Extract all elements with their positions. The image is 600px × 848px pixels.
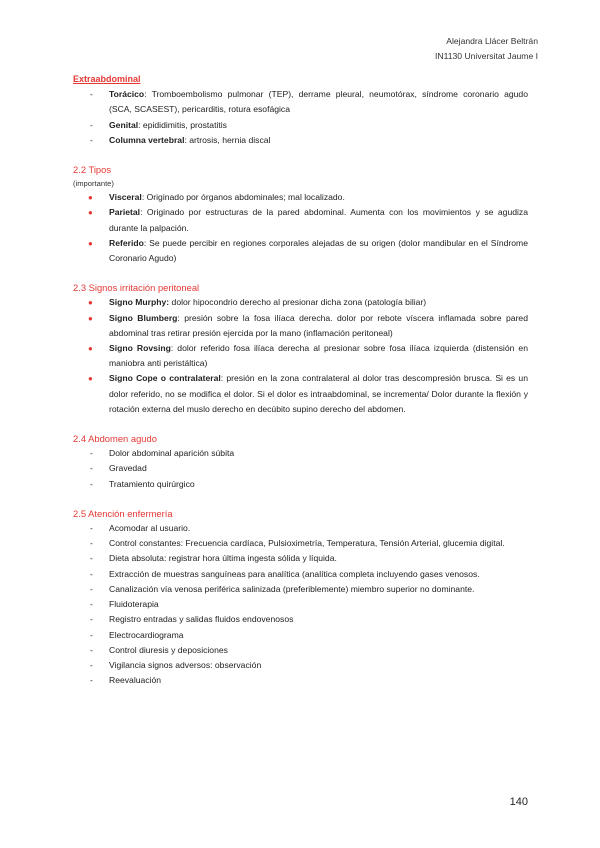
document-body (73, 72, 528, 688)
list-item: ● Signo Rovsing: dolor referido fosa ilíaca derecha al presionar sobre fosa ilíaca izquierda (distensión en maniobra anti peristáltica) (88, 343, 528, 369)
bullet-icon: ● (88, 238, 93, 248)
list-item: - Canalización vía venosa periférica salinizada (preferiblemente) miembro superior no dominante. (90, 583, 475, 594)
section-title-tipos: 2.2 Tipos (73, 164, 112, 176)
section-title-abdomen-agudo: 2.4 Abdomen agudo (73, 433, 157, 445)
list-item: ● Visceral: Originado por órganos abdominales; mal localizado. (73, 190, 528, 205)
bullet-icon: ● (88, 344, 93, 354)
list-item: ● Signo Blumberg: presión sobre la fosa ilíaca derecha. dolor por rebote víscera inflamada sobre pared abdominal tras retirar presión ejercida por la mano (inflamación peritoneal) (88, 312, 528, 338)
bullet-icon: ● (88, 374, 93, 384)
course-name: IN1130 Universitat Jaume I (434, 51, 538, 61)
list-item: ● Referido: Se puede percibir en regiones corporales alejadas de su origen (dolor mandibular en el Síndrome Coronario Agudo) (88, 237, 528, 264)
section-title-signos: 2.3 Signos irritación peritoneal (73, 282, 200, 294)
list-item: - Control diuresis y deposiciones (90, 644, 228, 655)
list-item: - Genital: epididimitis, prostatitis (90, 119, 227, 130)
tipos-list (73, 190, 528, 266)
page-number: 140 (509, 796, 528, 808)
list-item: - Electrocardiograma (90, 629, 184, 640)
section-title-atencion-enfermeria: 2.5 Atención enfermería (73, 507, 173, 519)
bullet-icon: ● (88, 193, 93, 203)
importance-note: (importante) (73, 179, 114, 189)
list-item: ● Signo Murphy: dolor hipocondrio derecho al presionar dicha zona (patología biliar) (73, 295, 528, 310)
list-item: ● Signo Cope o contralateral: presión en la zona contralateral al dolor tras descompresión brusca. Si es un dolor referido, no se modifica el dolor. Si el dolor es intraabdominal, se incrementa/ Dolor durante la flexión y rotación externa del muslo derecho en decúbito supino derecho del abdomen. (88, 373, 528, 414)
page-header (435, 34, 538, 64)
bullet-icon: ● (88, 298, 93, 308)
list-item: - Control constantes: Frecuencia cardíaca, Pulsioximetría, Temperatura, Tensión Arterial, glucemia digital. (90, 538, 505, 549)
list-item: - Fluidoterapia (90, 599, 159, 610)
list-item: - Columna vertebral: artrosis, hernia discal (90, 134, 271, 145)
list-item: - Vigilancia signos adversos: observación (90, 659, 262, 670)
list-item: - Torácico: Tromboembolismo pulmonar (TEP), derrame pleural, neumotórax, síndrome coronario agudo (SCA, SCASEST), pericarditis, rotura esofágica (90, 89, 528, 115)
list-item: - Acomodar al usuario. (90, 523, 191, 534)
list-item: - Dieta absoluta: registrar hora última ingesta sólida y líquida. (90, 553, 337, 564)
extraabdominal-heading: Extraabdominal (73, 74, 141, 84)
list-item: - Reevaluación (90, 675, 162, 686)
list-item: - Tratamiento quirúrgico (90, 478, 195, 489)
abdomen-agudo-list (73, 446, 528, 492)
list-item: ● Parietal: Originado por estructuras de la pared abdominal. Aumenta con los movimientos y se agudiza durante la palpación. (88, 207, 528, 233)
signos-list (73, 295, 528, 417)
list-item: - Gravedad (90, 463, 147, 474)
list-item: - Registro entradas y salidas fluidos endovenosos (90, 614, 294, 625)
list-item: - Extracción de muestras sanguíneas para analítica (analítica completa incluyendo gases venosos. (90, 568, 480, 579)
author-name: Alejandra Llácer Beltrán (446, 36, 538, 46)
extraabdominal-list (73, 87, 528, 148)
list-item: - Dolor abdominal aparición súbita (90, 448, 235, 459)
atencion-enfermeria-list (73, 521, 528, 688)
bullet-icon: ● (88, 208, 93, 218)
bullet-icon: ● (88, 313, 93, 323)
